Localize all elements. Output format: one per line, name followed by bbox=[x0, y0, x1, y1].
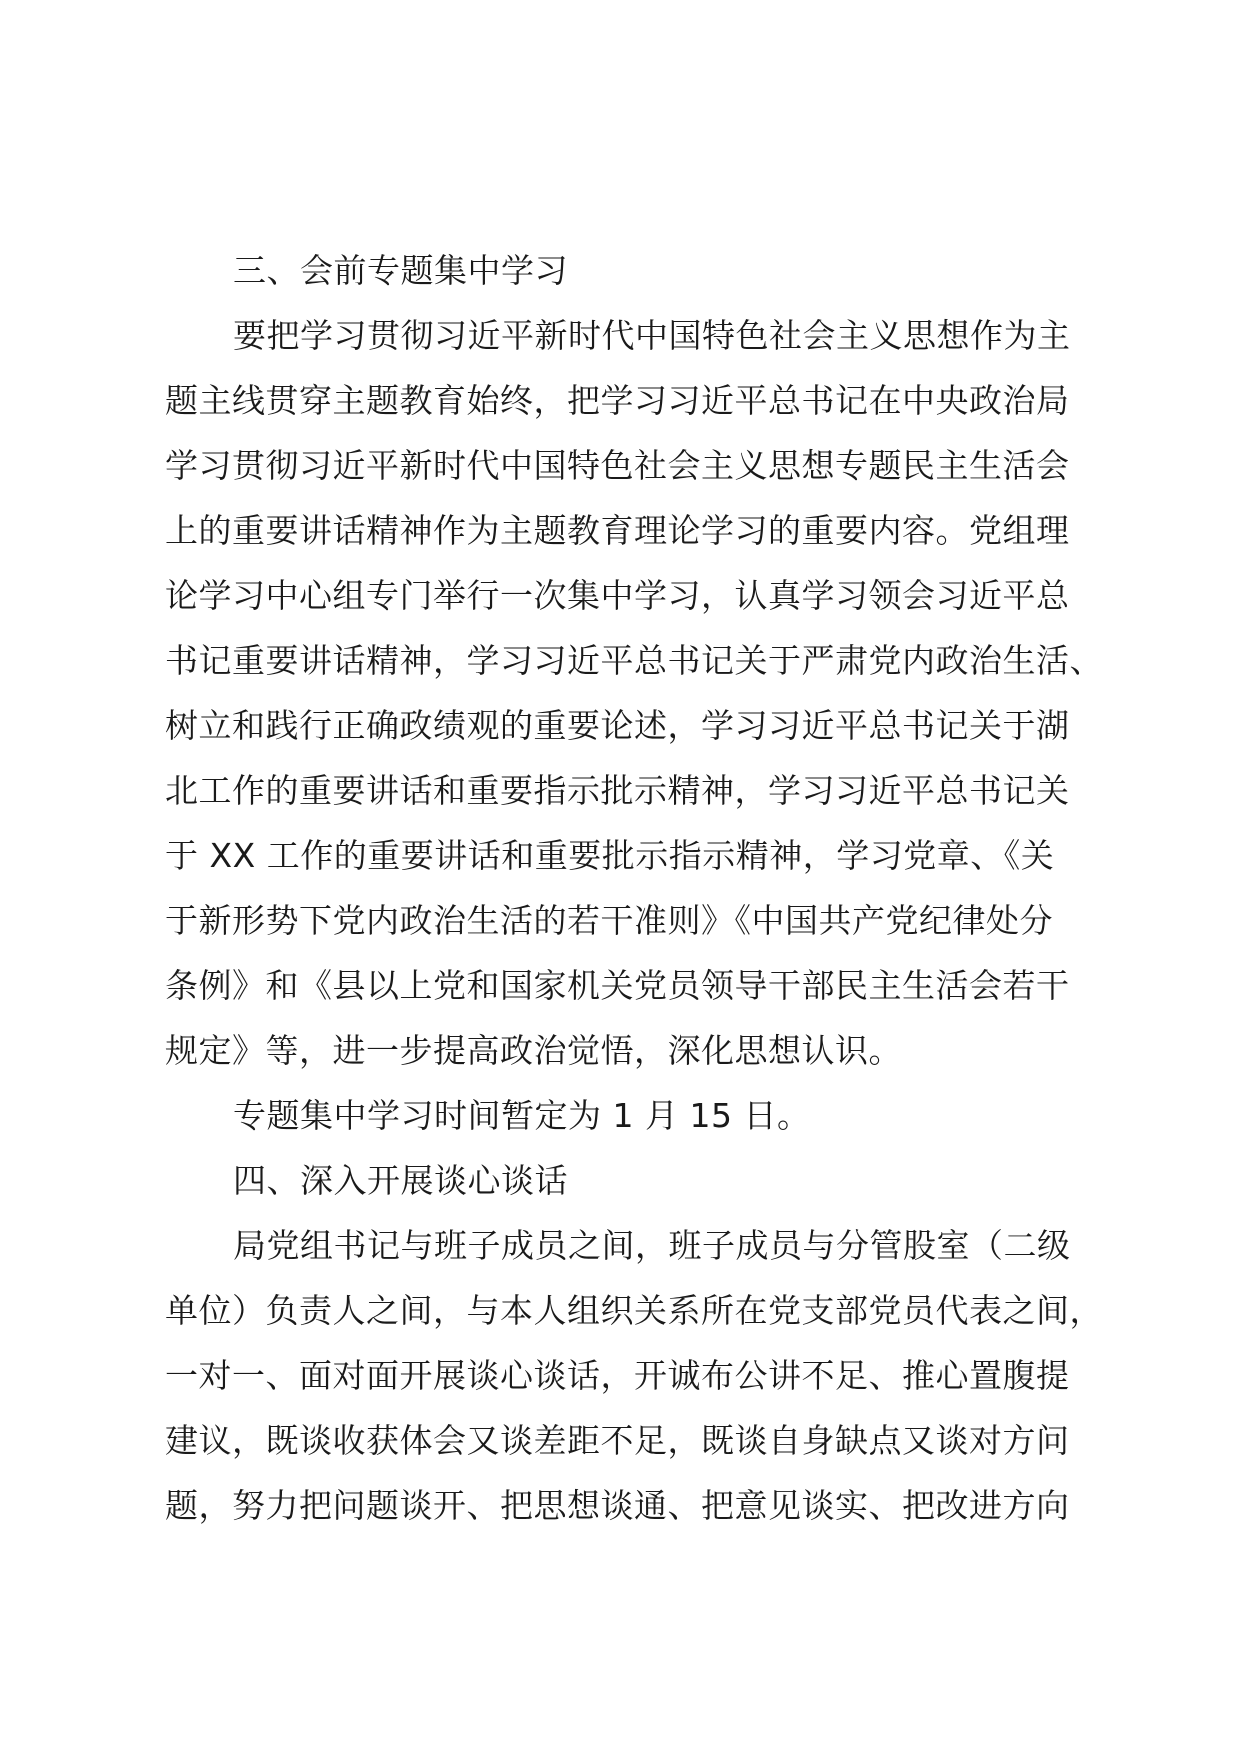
paragraph-line: 题主线贯穿主题教育始终，把学习习近平总书记在中央政治局 bbox=[165, 381, 1070, 420]
section4-paragraph-1 bbox=[165, 1213, 1103, 1538]
paragraph-line: 书记重要讲话精神，学习习近平总书记关于严肃党内政治生活、 bbox=[165, 641, 1103, 680]
paragraph-line: 规定》等，进一步提高政治觉悟，深化思想认识。 bbox=[165, 1031, 902, 1070]
paragraph-line: 题，努力把问题谈开、把思想谈通、把意见谈实、把改进方向 bbox=[165, 1486, 1070, 1525]
paragraph-line: 于新形势下党内政治生活的若干准则》《中国共产党纪律处分 bbox=[165, 901, 1053, 940]
paragraph-line: 单位）负责人之间，与本人组织关系所在党支部党员代表之间， bbox=[165, 1291, 1103, 1330]
paragraph-line: 局党组书记与班子成员之间，班子成员与分管股室（二级 bbox=[233, 1226, 1071, 1265]
paragraph-line: 条例》和《县以上党和国家机关党员领导干部民主生活会若干 bbox=[165, 966, 1070, 1005]
document-body bbox=[165, 238, 1103, 1538]
paragraph-line: 上的重要讲话精神作为主题教育理论学习的重要内容。党组理 bbox=[165, 511, 1070, 550]
section-heading-4: 四、深入开展谈心谈话 bbox=[233, 1161, 568, 1200]
paragraph-line: 北工作的重要讲话和重要指示批示精神，学习习近平总书记关 bbox=[165, 771, 1070, 810]
paragraph-line: 论学习中心组专门举行一次集中学习，认真学习领会习近平总 bbox=[165, 576, 1070, 615]
section3-paragraph-1 bbox=[165, 303, 1103, 1083]
paragraph-line: 要把学习贯彻习近平新时代中国特色社会主义思想作为主 bbox=[233, 316, 1071, 355]
section3-paragraph-2: 专题集中学习时间暂定为 1 月 15 日。 bbox=[233, 1096, 811, 1135]
paragraph-line: 建议，既谈收获体会又谈差距不足，既谈自身缺点又谈对方问 bbox=[165, 1421, 1070, 1460]
paragraph-line: 树立和践行正确政绩观的重要论述，学习习近平总书记关于湖 bbox=[165, 706, 1070, 745]
paragraph-line: 于 XX 工作的重要讲话和重要批示指示精神，学习党章、《关 bbox=[165, 836, 1055, 875]
paragraph-line: 学习贯彻习近平新时代中国特色社会主义思想专题民主生活会 bbox=[165, 446, 1070, 485]
paragraph-line: 一对一、面对面开展谈心谈话，开诚布公讲不足、推心置腹提 bbox=[165, 1356, 1070, 1395]
section-heading-3: 三、会前专题集中学习 bbox=[233, 251, 568, 290]
